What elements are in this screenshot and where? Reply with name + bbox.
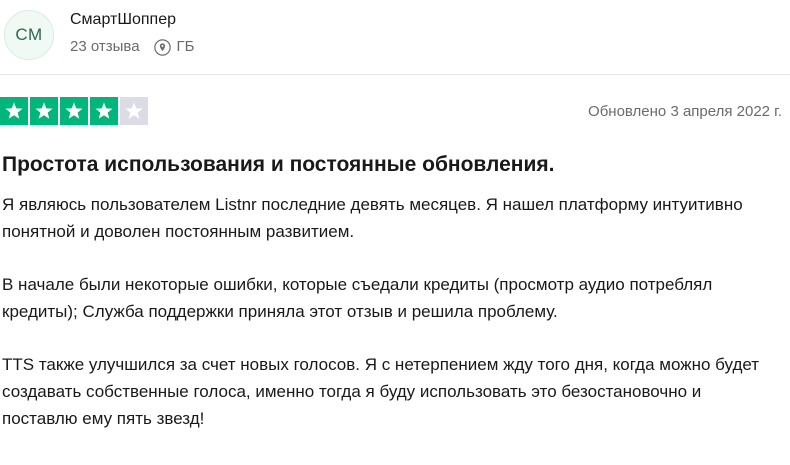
updated-date: Обновлено 3 апреля 2022 г.	[588, 102, 782, 120]
review-body	[0, 191, 790, 432]
reviews-count: 23 отзыва	[70, 38, 140, 55]
country-code: ГБ	[176, 38, 195, 55]
star-icon-1	[0, 97, 28, 125]
author-meta	[70, 37, 195, 57]
review-title: Простота использования и постоянные обновления.	[2, 153, 555, 176]
author-info	[70, 8, 195, 57]
review-header	[0, 0, 790, 75]
review-paragraph: В начале были некоторые ошибки, которые съедали кредиты (просмотр аудио потреблял кредиты); Служба поддержки приняла этот отзыв и решила проблему.	[2, 275, 713, 321]
avatar: СМ	[4, 10, 54, 60]
star-rating	[0, 97, 148, 125]
author-name[interactable]: СмартШоппер	[70, 11, 177, 28]
star-icon-3	[60, 97, 88, 125]
rating-row	[0, 75, 790, 129]
review-paragraph: Я являюсь пользователем Listnr последние девять месяцев. Я нашел платформу интуитивно понятной и доволен постоянным развитием.	[2, 195, 743, 241]
author-location	[154, 37, 195, 57]
review-paragraph: TTS также улучшился за счет новых голосов. Я с нетерпением жду того дня, когда можно будет создавать собственные голоса, именно тогда я буду использовать это безостановочно и поставлю ему пять звезд!	[2, 355, 760, 428]
location-pin-icon	[154, 39, 171, 56]
star-icon-4	[90, 97, 118, 125]
star-icon-2	[30, 97, 58, 125]
star-icon-5	[120, 97, 148, 125]
